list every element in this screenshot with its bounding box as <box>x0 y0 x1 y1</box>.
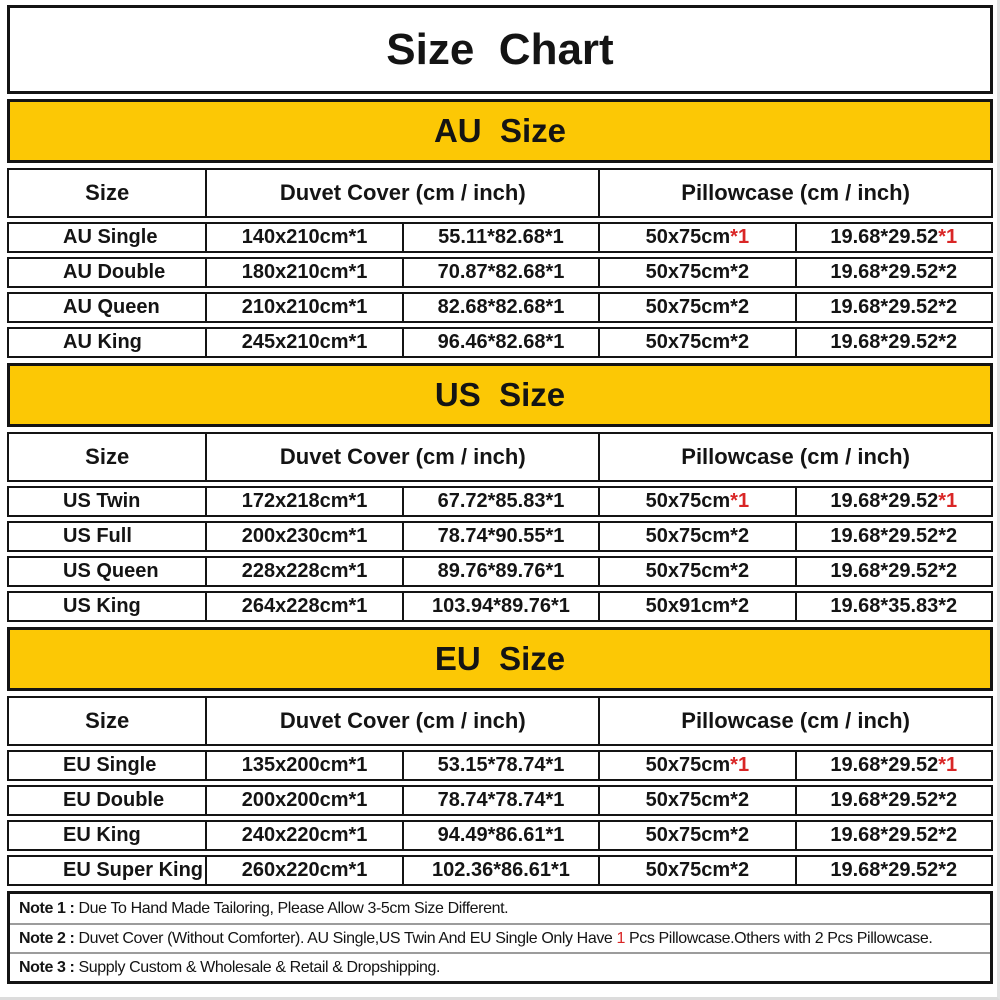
pillowcase-inch-cell: 19.68*29.52*2 <box>795 294 991 321</box>
note-2-label: Note 2 : <box>19 929 75 947</box>
duvet-cm-cell: 264x228cm*1 <box>205 593 401 620</box>
duvet-cover-column-header: Duvet Cover (cm / inch) <box>205 170 598 216</box>
pillowcase-column-header: Pillowcase (cm / inch) <box>598 170 991 216</box>
note-3-label: Note 3 : <box>19 958 75 976</box>
eu-size-banner-label: EU Size <box>434 640 566 677</box>
size-cell: EU King <box>63 824 141 846</box>
au-table-header-row <box>7 168 993 218</box>
table-row <box>7 292 993 323</box>
note-3: Note 3 : Supply Custom & Wholesale & Retail & Dropshipping. <box>10 952 990 981</box>
size-cell: AU King <box>63 331 142 353</box>
us-table-header-row <box>7 432 993 482</box>
pillowcase-inch-cell: 19.68*29.52*2 <box>795 558 991 585</box>
pillowcase-inch-cell: 19.68*29.52*2 <box>795 857 991 884</box>
pillowcase-cm-cell: 50x91cm*2 <box>598 593 794 620</box>
table-row <box>7 556 993 587</box>
size-cell: EU Single <box>63 754 157 776</box>
table-row <box>7 750 993 781</box>
duvet-inch-cell: 94.49*86.61*1 <box>402 822 598 849</box>
duvet-cm-cell: 172x218cm*1 <box>205 488 401 515</box>
au-size-banner <box>7 99 993 163</box>
size-cell: US Twin <box>63 490 141 512</box>
duvet-cover-column-header: Duvet Cover (cm / inch) <box>205 434 598 480</box>
table-row <box>7 820 993 851</box>
pillowcase-inch-cell: 19.68*29.52*2 <box>795 259 991 286</box>
duvet-inch-cell: 78.74*78.74*1 <box>402 787 598 814</box>
pillowcase-inch-cell: 19.68*29.52 *1 <box>795 752 991 779</box>
duvet-cm-cell: 228x228cm*1 <box>205 558 401 585</box>
page-title <box>7 5 993 94</box>
pillowcase-cm-cell: 50x75cm*2 <box>598 329 794 356</box>
size-column-header: Size <box>85 708 130 733</box>
duvet-inch-cell: 55.11*82.68*1 <box>402 224 598 251</box>
section-eu <box>7 627 993 886</box>
duvet-inch-cell: 102.36*86.61*1 <box>402 857 598 884</box>
section-us <box>7 363 993 622</box>
table-row <box>7 785 993 816</box>
duvet-cover-column-header: Duvet Cover (cm / inch) <box>205 698 598 744</box>
duvet-cm-cell: 210x210cm*1 <box>205 294 401 321</box>
us-size-banner-label: US Size <box>434 376 566 413</box>
pillowcase-column-header: Pillowcase (cm / inch) <box>598 434 991 480</box>
duvet-inch-cell: 82.68*82.68*1 <box>402 294 598 321</box>
pillowcase-inch-cell: 19.68*29.52*2 <box>795 329 991 356</box>
pillowcase-cm-cell: 50x75cm*2 <box>598 294 794 321</box>
pillowcase-column-header: Pillowcase (cm / inch) <box>598 698 991 744</box>
size-column-header: Size <box>85 444 130 469</box>
pillowcase-inch-cell: 19.68*29.52*2 <box>795 523 991 550</box>
duvet-cm-cell: 140x210cm*1 <box>205 224 401 251</box>
size-cell: EU Double <box>63 789 165 811</box>
size-cell: AU Single <box>63 226 158 248</box>
notes-box <box>7 891 993 984</box>
pillowcase-cm-cell: 50x75cm*2 <box>598 787 794 814</box>
pillowcase-cm-cell: 50x75cm *1 <box>598 488 794 515</box>
table-row <box>7 521 993 552</box>
eu-table-header-row <box>7 696 993 746</box>
duvet-cm-cell: 260x220cm*1 <box>205 857 401 884</box>
size-cell: US King <box>63 595 141 617</box>
pillowcase-cm-cell: 50x75cm*2 <box>598 857 794 884</box>
pillowcase-cm-cell: 50x75cm*2 <box>598 523 794 550</box>
pillowcase-cm-cell: 50x75cm *1 <box>598 752 794 779</box>
table-row <box>7 591 993 622</box>
pillowcase-inch-cell: 19.68*29.52*2 <box>795 822 991 849</box>
pillowcase-cm-cell: 50x75cm*2 <box>598 259 794 286</box>
pillowcase-inch-cell: 19.68*29.52 *1 <box>795 224 991 251</box>
duvet-cm-cell: 135x200cm*1 <box>205 752 401 779</box>
table-row <box>7 257 993 288</box>
size-cell: EU Super King <box>63 859 204 881</box>
pillowcase-inch-cell: 19.68*29.52*2 <box>795 787 991 814</box>
note-2: Note 2 : Duvet Cover (Without Comforter). AU Single,US Twin And EU Single Only Have 1 Pcs Pillowcase.Others with 2 Pcs Pillowcase. <box>10 923 990 952</box>
duvet-inch-cell: 96.46*82.68*1 <box>402 329 598 356</box>
duvet-inch-cell: 78.74*90.55*1 <box>402 523 598 550</box>
duvet-cm-cell: 200x230cm*1 <box>205 523 401 550</box>
pillowcase-inch-cell: 19.68*35.83*2 <box>795 593 991 620</box>
duvet-inch-cell: 89.76*89.76*1 <box>402 558 598 585</box>
size-column-header: Size <box>85 180 130 205</box>
duvet-cm-cell: 240x220cm*1 <box>205 822 401 849</box>
table-row <box>7 486 993 517</box>
duvet-cm-cell: 245x210cm*1 <box>205 329 401 356</box>
pillowcase-cm-cell: 50x75cm*2 <box>598 822 794 849</box>
size-cell: US Full <box>63 525 132 547</box>
size-cell: AU Queen <box>63 296 160 318</box>
us-size-banner <box>7 363 993 427</box>
duvet-inch-cell: 70.87*82.68*1 <box>402 259 598 286</box>
au-size-banner-label: AU Size <box>433 112 567 149</box>
section-au <box>7 99 993 358</box>
note-1-label: Note 1 : <box>19 899 75 917</box>
table-row <box>7 855 993 886</box>
table-row <box>7 222 993 253</box>
pillowcase-cm-cell: 50x75cm*2 <box>598 558 794 585</box>
duvet-inch-cell: 103.94*89.76*1 <box>402 593 598 620</box>
duvet-cm-cell: 180x210cm*1 <box>205 259 401 286</box>
pillowcase-inch-cell: 19.68*29.52 *1 <box>795 488 991 515</box>
size-cell: US Queen <box>63 560 159 582</box>
pillowcase-cm-cell: 50x75cm *1 <box>598 224 794 251</box>
duvet-cm-cell: 200x200cm*1 <box>205 787 401 814</box>
size-cell: AU Double <box>63 261 166 283</box>
table-row <box>7 327 993 358</box>
eu-size-banner <box>7 627 993 691</box>
page-title-text: Size Chart <box>386 24 614 74</box>
note-1: Note 1 : Due To Hand Made Tailoring, Please Allow 3-5cm Size Different. <box>19 899 509 917</box>
duvet-inch-cell: 53.15*78.74*1 <box>402 752 598 779</box>
duvet-inch-cell: 67.72*85.83*1 <box>402 488 598 515</box>
